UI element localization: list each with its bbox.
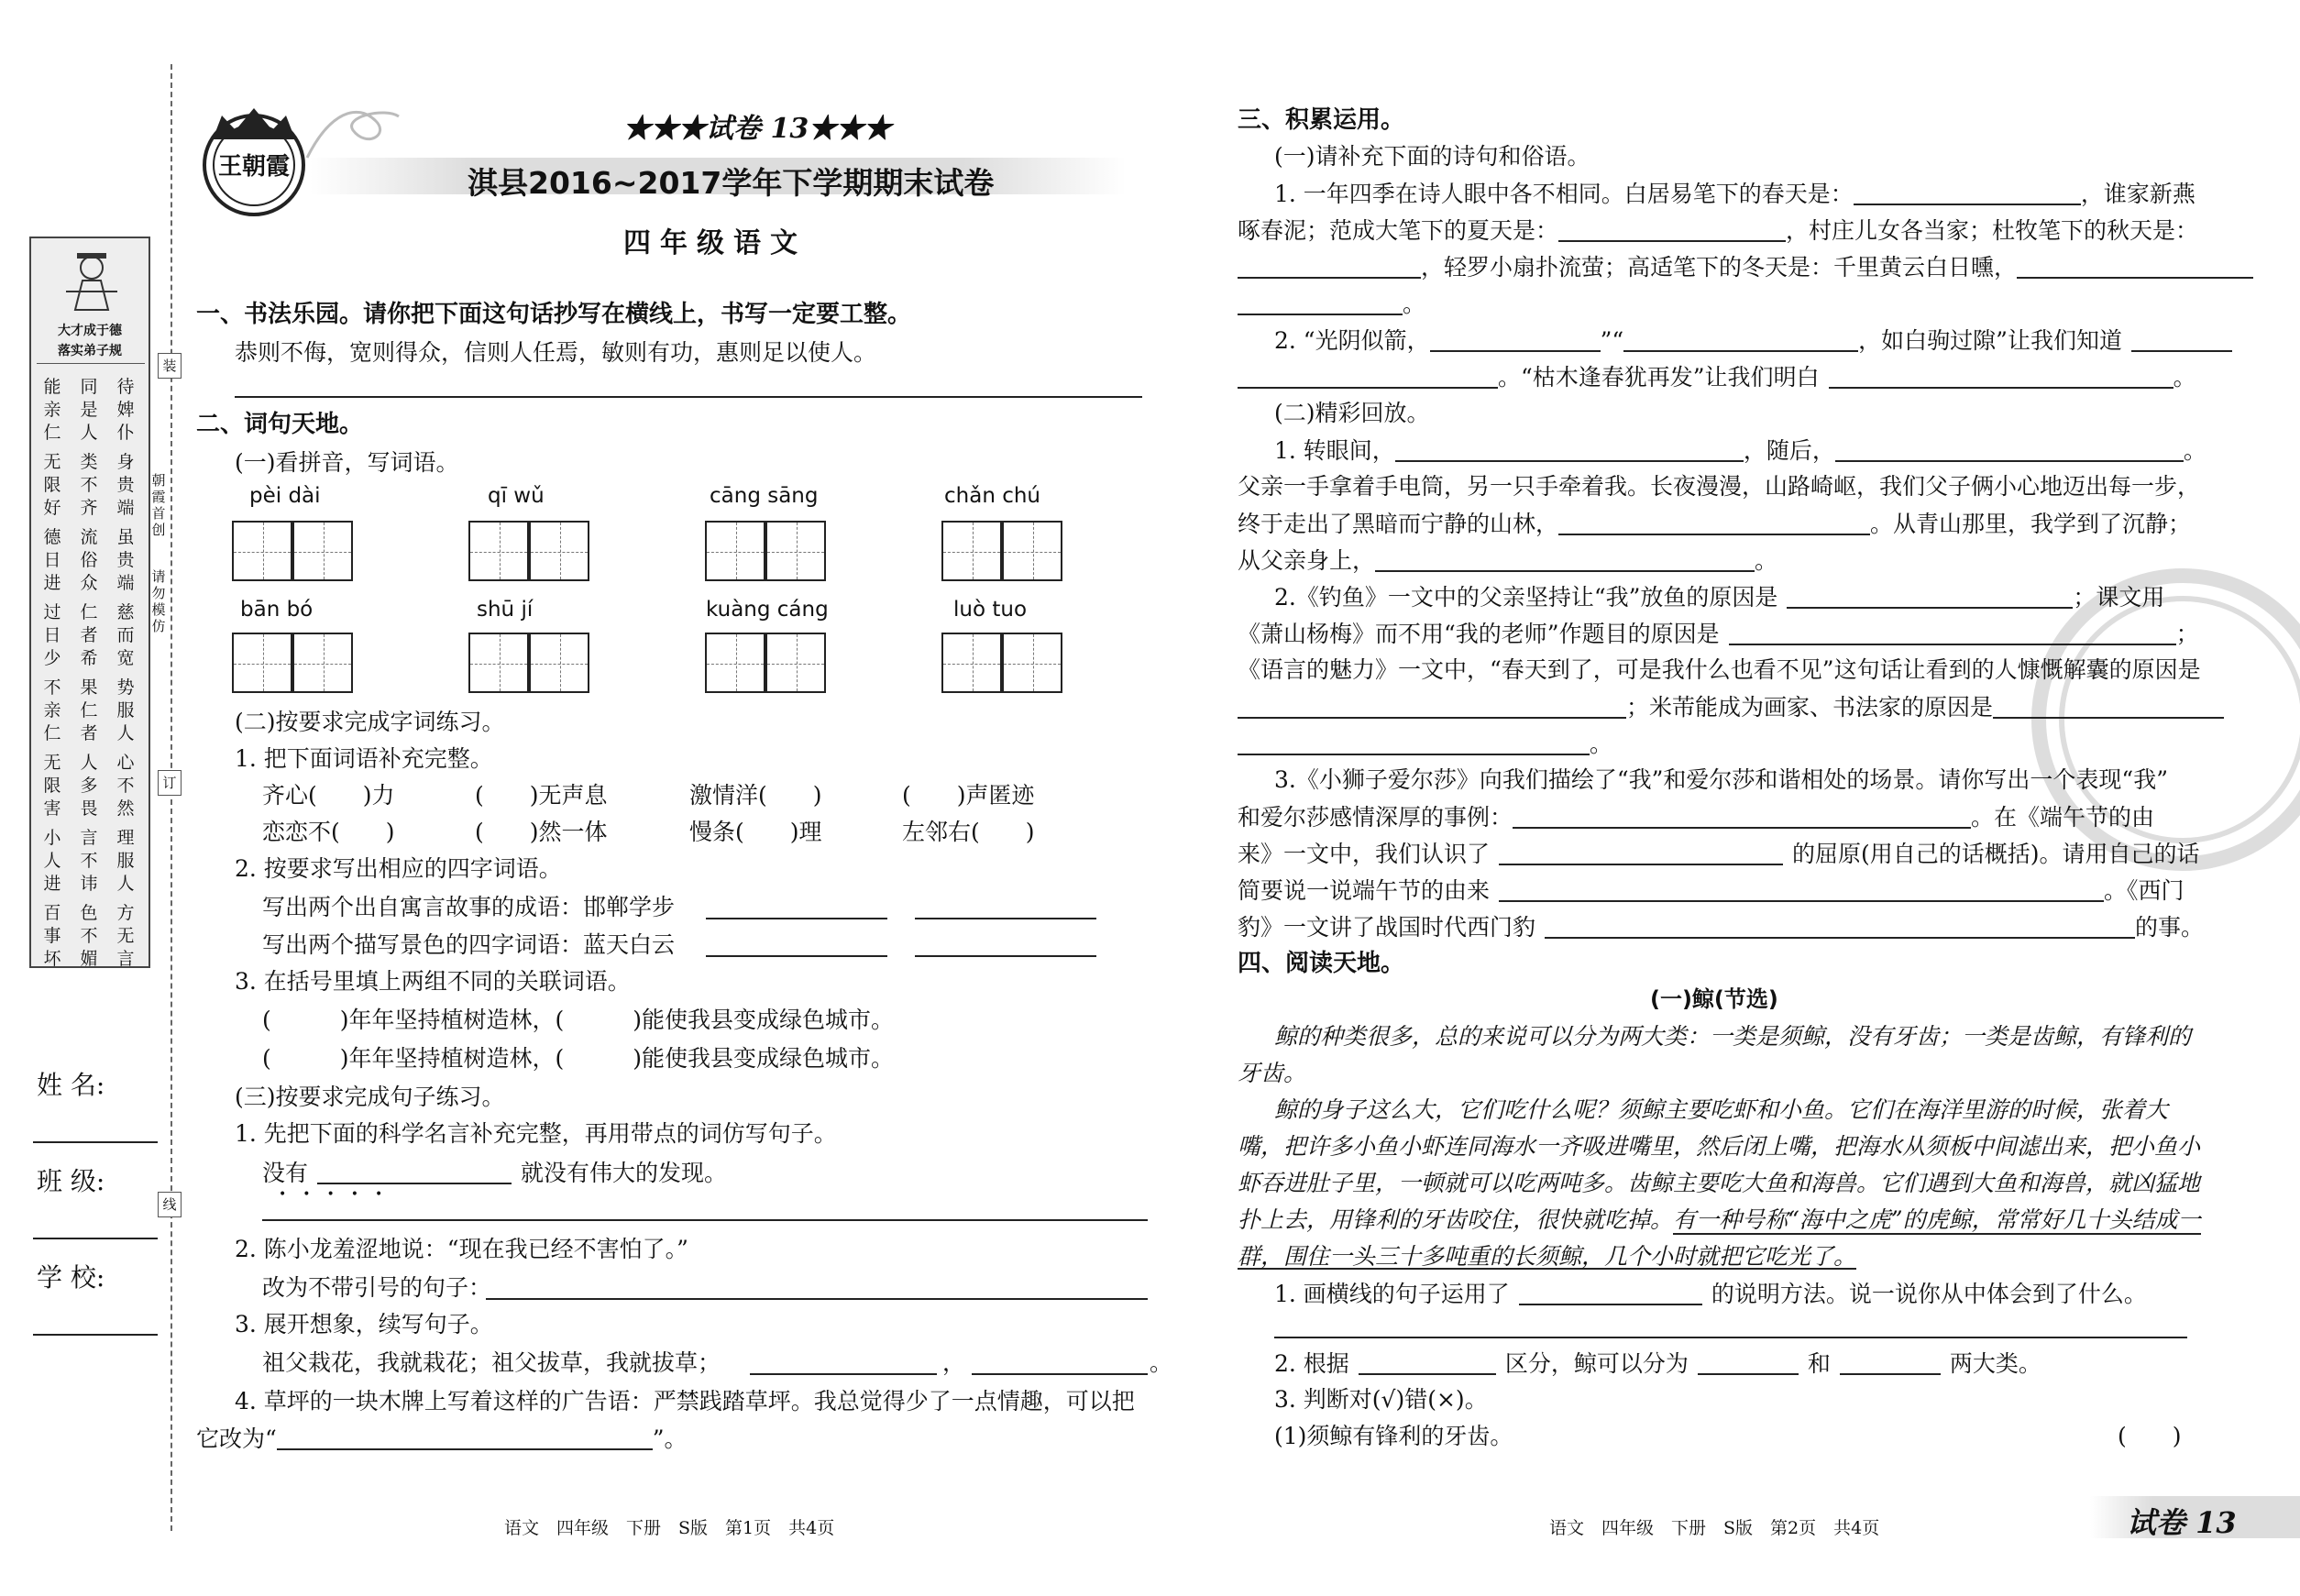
motto-line: 大才成于德 [58,324,122,338]
char-box[interactable] [941,521,1002,581]
sub-heading: (二)精彩回放。 [1274,400,1430,426]
passage-line: 父亲一手拿着手电筒，另一只手牵着我。长夜漫漫，山路崎岖，我们父子俩小心地迈出每一步， [1238,473,2201,500]
motto-column: 不亲仁 [43,677,61,743]
passage-line: 《语言的魅力》一文中，“春天到了，可是我什么也看不见”这句话让看到的人慷慨解囊的原因是 [1238,656,2201,683]
question-line: (1)须鲸有锋利的牙齿。 [1274,1423,1513,1449]
copy-line[interactable] [235,396,1142,398]
school-field[interactable] [33,1334,158,1336]
fill-word[interactable]: 齐心( )力 [262,782,395,809]
binding-mark: 订 [158,770,182,796]
pinyin: chǎn chú [944,484,1041,508]
question-line: 1. 一年四季在诗人眼中各不相同。白居易笔下的春天是： ，谁家新燕 [1274,181,2195,207]
motto-column: 能亲仁 [43,377,61,443]
motto-column: 心不然 [116,753,135,819]
section-4-heading: 四、阅读天地。 [1238,950,1405,977]
motto-column: 过日少 [43,602,61,668]
question-line: 没有 就没有伟大的发现。 [262,1160,728,1186]
answer-line[interactable] [1274,1337,2187,1338]
char-box[interactable] [292,633,353,693]
binding-line [171,64,172,1531]
fill-word[interactable]: ( )无声息 [475,782,608,809]
school-label: 学 校: [37,1262,105,1293]
reading-text: 鲸的种类很多，总的来说可以分为两大类：一类是须鲸，没有牙齿；一类是齿鲸，有锋利的 [1274,1023,2192,1050]
question-line: 豹》一文讲了战国时代西门豹 的事。 [1238,914,2205,941]
char-box[interactable] [292,521,353,581]
motto-column: 小人进 [43,828,61,894]
answer-blank[interactable] [915,955,1096,957]
pinyin: shū jí [477,598,534,622]
question-line: 终于走出了黑暗而宁静的山林， 。从青山那里，我学到了沉静； [1238,511,2192,537]
question-line: 《萧山杨梅》而不用“我的老师”作题目的原因是 ； [1238,621,2199,647]
motto-column: 虽贵端 [116,527,135,593]
answer-blank[interactable] [972,1373,1148,1375]
motto-column: 待婢仆 [116,377,135,443]
question-line: 简要说一说端午节的由来 。《西门 [1238,877,2184,904]
motto-column: 身贵端 [116,452,135,518]
question-line: ，轻罗小扇扑流萤；高适笔下的冬天是：千里黄云白日曛， [1238,255,2253,279]
spine-text: 请勿模仿 [151,568,166,634]
char-box[interactable] [468,633,529,693]
question-line: 1. 画横线的句子运用了 的说明方法。说一说你从中体会到了什么。 [1274,1281,2147,1307]
sub-heading: (一)请补充下面的诗句和俗语。 [1274,143,1590,170]
pinyin: luò tuo [953,598,1028,622]
reading-text: 扑上去，用锋利的牙齿咬住，很快就吃掉。有一种号称“海中之虎”的虎鲸，常常好几十头结成一 [1238,1206,2201,1233]
fill-word[interactable]: 恋恋不( ) [262,819,395,845]
question-line: 改为不带引号的句子： [262,1274,492,1301]
reading-text: 牙齿。 [1238,1060,1307,1086]
answer-line[interactable] [262,1219,1148,1221]
reading-text: 虾吞进肚子里，一顿就可以吃两吨多。齿鲸主要吃大鱼和海兽。它们遇到大鱼和海兽，就凶猛地 [1238,1170,2201,1196]
question-line: 啄春泥；范成大笔下的夏天是： ，村庄儿女各当家；杜牧笔下的秋天是： [1238,217,2199,244]
answer-blank[interactable] [706,918,887,919]
motto-sidebar [29,237,150,968]
question-line: 1. 转眼间， ，随后， 。 [1274,437,2206,464]
brand-name: 王朝霞 [217,153,291,181]
emphasis-dots: ••••• [279,1187,400,1202]
char-box[interactable] [529,633,589,693]
char-box[interactable] [468,521,529,581]
question-line: 和爱尔莎感情深厚的事例： 。在《端午节的由 [1238,804,2155,831]
question-line: 2. “光阴似箭， ”“ ，如白驹过隙”让我们知道 [1274,328,2232,352]
brand-logo [194,103,314,222]
char-box[interactable] [1002,633,1062,693]
corner-paper-number: 试卷 13 [2127,1505,2237,1540]
name-field[interactable] [33,1141,158,1143]
question-line: 2. 根据 区分，鲸可以分为 和 两大类。 [1274,1350,2041,1377]
question-line: 。 [1238,292,1425,315]
motto-column: 无限好 [43,452,61,518]
scholar-figure-icon [59,246,125,312]
fill-word[interactable]: 激情洋( ) [689,782,822,809]
question-line[interactable]: ( )年年坚持植树造林，( )能使我县变成绿色城市。 [262,1045,895,1072]
answer-line[interactable] [486,1298,1148,1300]
question-line: 从父亲身上， 。 [1238,547,1778,574]
binding-mark: 线 [158,1192,182,1217]
fill-word[interactable]: 左邻右( ) [902,819,1035,845]
name-label: 姓 名: [37,1070,105,1100]
sub-heading: (二)按要求完成字词练习。 [235,709,505,735]
question-line: 它改为“ ”。 [196,1425,688,1452]
fill-word[interactable]: ( )声匿迹 [902,782,1035,809]
question-line: 。 [1238,732,1612,755]
char-box[interactable] [705,633,765,693]
question-line: 写出两个出自寓言故事的成语：邯郸学步 [262,894,676,920]
question-line: 来》一文中，我们认识了 的屈原(用自己的话概括)。请用自己的话 [1238,841,2200,867]
question-line: 。“枯木逢春犹再发”让我们明白 。 [1238,365,2196,389]
class-label: 班 级: [37,1166,105,1196]
answer-blank[interactable] [750,1373,937,1375]
reading-text-underlined: 群，围住一头三十多吨重的长须鲸，几个小时就把它吃光了。 [1238,1243,1857,1270]
paper-number: ★★★试卷 13★★★ [623,113,892,145]
pinyin: kuàng cáng [706,598,829,622]
question: 1. 先把下面的科学名言补充完整，再用带点的词仿写句子。 [235,1120,837,1147]
char-box[interactable] [705,521,765,581]
motto-column: 方无言 [116,903,135,969]
question-line[interactable]: ( )年年坚持植树造林，( )能使我县变成绿色城市。 [262,1007,895,1033]
answer-blank[interactable] [706,955,887,957]
question: 3. 在括号里填上两组不同的关联词语。 [235,968,631,995]
binding-mark: 装 [158,353,182,379]
motto-column: 德日进 [43,527,61,593]
sub-heading: (一)看拼音，写词语。 [235,449,459,476]
spine-text: 朝霞首创 [151,472,166,538]
pinyin: cāng sāng [710,484,819,508]
question: 3. 判断对(√)错(×)。 [1274,1386,1488,1413]
motto-column: 类不齐 [80,452,98,518]
motto-column: 理服人 [116,828,135,894]
question: 3. 展开想象，续写句子。 [235,1311,493,1337]
motto-column: 同是人 [80,377,98,443]
motto-column: 果仁者 [80,677,98,743]
question: 2. 按要求写出相应的四字词语。 [235,855,562,882]
motto-column: 百事坏 [43,903,61,969]
question: 4. 草坪的一块木牌上写着这样的广告语：严禁践踏草坪。我总觉得少了一点情趣，可以把 [235,1388,1135,1414]
question-line: 写出两个描写景色的四字词语：蓝天白云 [262,931,676,958]
char-box[interactable] [765,521,826,581]
motto-column: 流俗众 [80,527,98,593]
char-box[interactable] [232,521,292,581]
section-1-heading: 一、书法乐园。请你把下面这句话抄写在横线上，书写一定要工整。 [196,301,912,328]
char-box[interactable] [232,633,292,693]
reading-text: 鲸的身子这么大，它们吃什么呢？须鲸主要吃虾和小鱼。它们在海洋里游的时候，张着大 [1274,1096,2169,1123]
question-line: ；米芾能成为画家、书法家的原因是 [1238,695,2224,719]
motto-column: 色不媚 [80,903,98,969]
copy-source: 恭则不侮，宽则得众，信则人任焉，敏则有功，惠则足以使人。 [235,339,877,366]
motto-column: 仁者希 [80,602,98,668]
char-box[interactable] [765,633,826,693]
sub-heading: (三)按要求完成句子练习。 [235,1084,505,1110]
motto-column: 慈而宽 [116,602,135,668]
pinyin: qī wǔ [488,484,545,508]
pinyin: bān bó [240,598,314,622]
question: 1. 把下面词语补充完整。 [235,745,493,772]
reading-title: (一)鲸(节选) [1650,986,1778,1012]
reading-text: 嘴，把许多小鱼小虾连同海水一齐吸进嘴里，然后闭上嘴，把海水从须板中间滤出来，把小鱼小 [1238,1133,2201,1160]
page-footer: 语文 四年级 下册 S版 第2页 共4页 [1549,1518,1880,1538]
fill-word[interactable]: 慢条( )理 [689,819,822,845]
judge-paren[interactable]: ( ) [2118,1423,2182,1449]
fill-word[interactable]: ( )然一体 [475,819,608,845]
motto-column: 无限害 [43,753,61,819]
page-footer: 语文 四年级 下册 S版 第1页 共4页 [504,1518,835,1538]
motto-line: 落实弟子规 [58,344,122,358]
passage-line: 3.《小狮子爱尔莎》向我们描绘了“我”和爱尔莎和谐相处的场景。请你写出一个表现“我” [1274,766,2168,793]
pinyin: pèi dài [249,484,321,508]
char-box[interactable] [1002,521,1062,581]
question: 2. 陈小龙羞涩地说：“现在我已经不害怕了。” [235,1236,688,1262]
section-2-heading: 二、词句天地。 [196,411,364,438]
exam-title: 淇县2016~2017学年下学期期末试卷 [468,165,995,201]
subject-title: 四年级语文 [623,227,807,259]
char-box[interactable] [941,633,1002,693]
question-line: 祖父栽花，我就栽花；祖父拔草，我就拔草； [262,1349,721,1376]
motto-column: 人多畏 [80,753,98,819]
char-box[interactable] [529,521,589,581]
question-line: 2.《钓鱼》一文中的父亲坚持让“我”放鱼的原因是 ；课文用 [1274,584,2165,611]
answer-blank[interactable] [915,918,1096,919]
class-field[interactable] [33,1238,158,1239]
motto-column: 言不讳 [80,828,98,894]
motto-column: 势服人 [116,677,135,743]
section-3-heading: 三、积累运用。 [1238,106,1405,134]
